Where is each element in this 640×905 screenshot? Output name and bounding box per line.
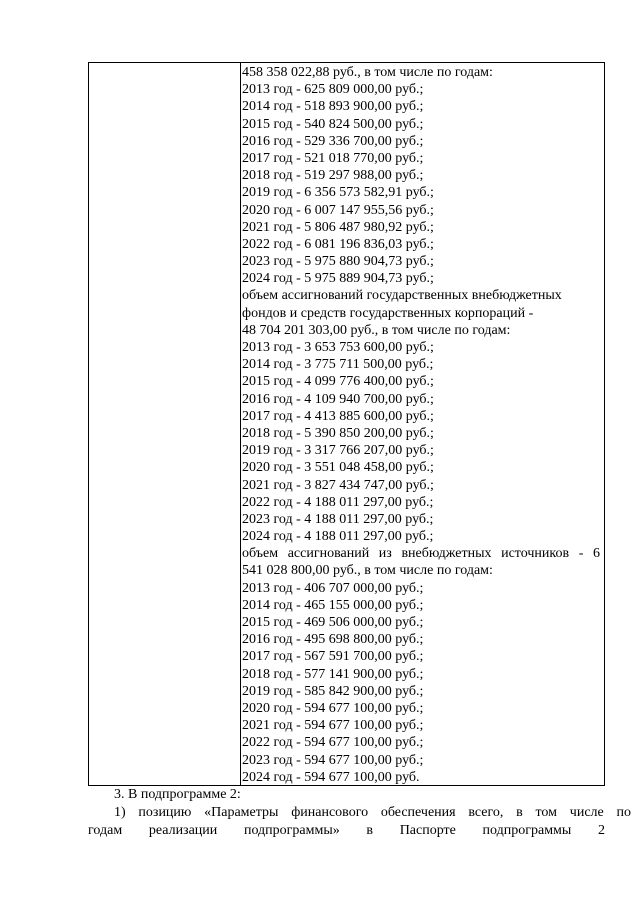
- cell-line: 2015 год - 469 506 000,00 руб.;: [242, 615, 424, 630]
- cell-line: 2023 год - 5 975 880 904,73 руб.;: [242, 254, 434, 270]
- cell-line: фондов и средств государственных корпораций -: [242, 305, 534, 321]
- cell-line: 2017 год - 4 413 885 600,00 руб.;: [242, 408, 434, 424]
- cell-line: 2021 год - 3 827 434 747,00 руб.;: [242, 477, 434, 493]
- cell-line: 2016 год - 4 109 940 700,00 руб.;: [242, 391, 434, 407]
- cell-line: 2023 год - 594 677 100,00 руб.;: [242, 752, 424, 768]
- column-divider: [240, 63, 241, 785]
- cell-line: 2019 год - 585 842 900,00 руб.;: [242, 683, 424, 699]
- cell-line: 541 028 800,00 руб., в том числе по годам:: [242, 563, 493, 579]
- paragraph-line: 1) позицию «Параметры финансового обеспечения всего, в том числе по: [114, 805, 631, 820]
- cell-line: 458 358 022,88 руб., в том числе по годам:: [242, 65, 493, 80]
- cell-line: 2014 год - 518 893 900,00 руб.;: [242, 99, 424, 115]
- cell-line: 2022 год - 6 081 196 836,03 руб.;: [242, 236, 434, 252]
- cell-line: объем ассигнований государственных внебюджетных: [242, 288, 562, 304]
- passport-table: [88, 62, 605, 786]
- cell-line: 2021 год - 5 806 487 980,92 руб.;: [242, 219, 434, 235]
- cell-line: 2024 год - 4 188 011 297,00 руб.;: [242, 529, 434, 545]
- cell-line: 2024 год - 5 975 889 904,73 руб.;: [242, 271, 434, 287]
- cell-line: 2019 год - 6 356 573 582,91 руб.;: [242, 185, 434, 201]
- cell-line: 2016 год - 529 336 700,00 руб.;: [242, 133, 424, 149]
- cell-line: объем ассигнований из внебюджетных источников - 6: [242, 546, 600, 562]
- cell-line: 2020 год - 3 551 048 458,00 руб.;: [242, 460, 434, 476]
- cell-line: 2015 год - 4 099 776 400,00 руб.;: [242, 374, 434, 390]
- cell-line: 2018 год - 5 390 850 200,00 руб.;: [242, 425, 434, 441]
- paragraph-line: годам реализации подпрограммы» в Паспорте подпрограммы 2: [88, 823, 605, 838]
- cell-line: 48 704 201 303,00 руб., в том числе по годам:: [242, 322, 511, 338]
- cell-line: 2020 год - 594 677 100,00 руб.;: [242, 700, 424, 716]
- cell-line: 2014 год - 3 775 711 500,00 руб.;: [242, 357, 434, 373]
- cell-line: 2016 год - 495 698 800,00 руб.;: [242, 632, 424, 648]
- cell-line: 2017 год - 567 591 700,00 руб.;: [242, 649, 424, 665]
- cell-line: 2013 год - 3 653 753 600,00 руб.;: [242, 340, 434, 355]
- cell-line: 2013 год - 625 809 000,00 руб.;: [242, 82, 424, 98]
- cell-line: 2021 год - 594 677 100,00 руб.;: [242, 718, 424, 734]
- cell-line: 2015 год - 540 824 500,00 руб.;: [242, 116, 424, 132]
- cell-line: 2014 год - 465 155 000,00 руб.;: [242, 597, 424, 613]
- cell-line: 2017 год - 521 018 770,00 руб.;: [242, 150, 424, 166]
- cell-line: 2024 год - 594 677 100,00 руб.: [242, 769, 420, 785]
- section-heading: 3. В подпрограмме 2:: [114, 787, 241, 802]
- cell-line: 2020 год - 6 007 147 955,56 руб.;: [242, 202, 434, 218]
- cell-line: 2022 год - 4 188 011 297,00 руб.;: [242, 494, 434, 510]
- financing-cell: [242, 64, 600, 786]
- cell-line: 2023 год - 4 188 011 297,00 руб.;: [242, 511, 434, 527]
- cell-line: 2022 год - 594 677 100,00 руб.;: [242, 735, 424, 751]
- cell-line: 2018 год - 519 297 988,00 руб.;: [242, 168, 424, 184]
- cell-line: 2019 год - 3 317 766 207,00 руб.;: [242, 443, 434, 459]
- cell-line: 2013 год - 406 707 000,00 руб.;: [242, 580, 424, 596]
- cell-line: 2018 год - 577 141 900,00 руб.;: [242, 666, 424, 682]
